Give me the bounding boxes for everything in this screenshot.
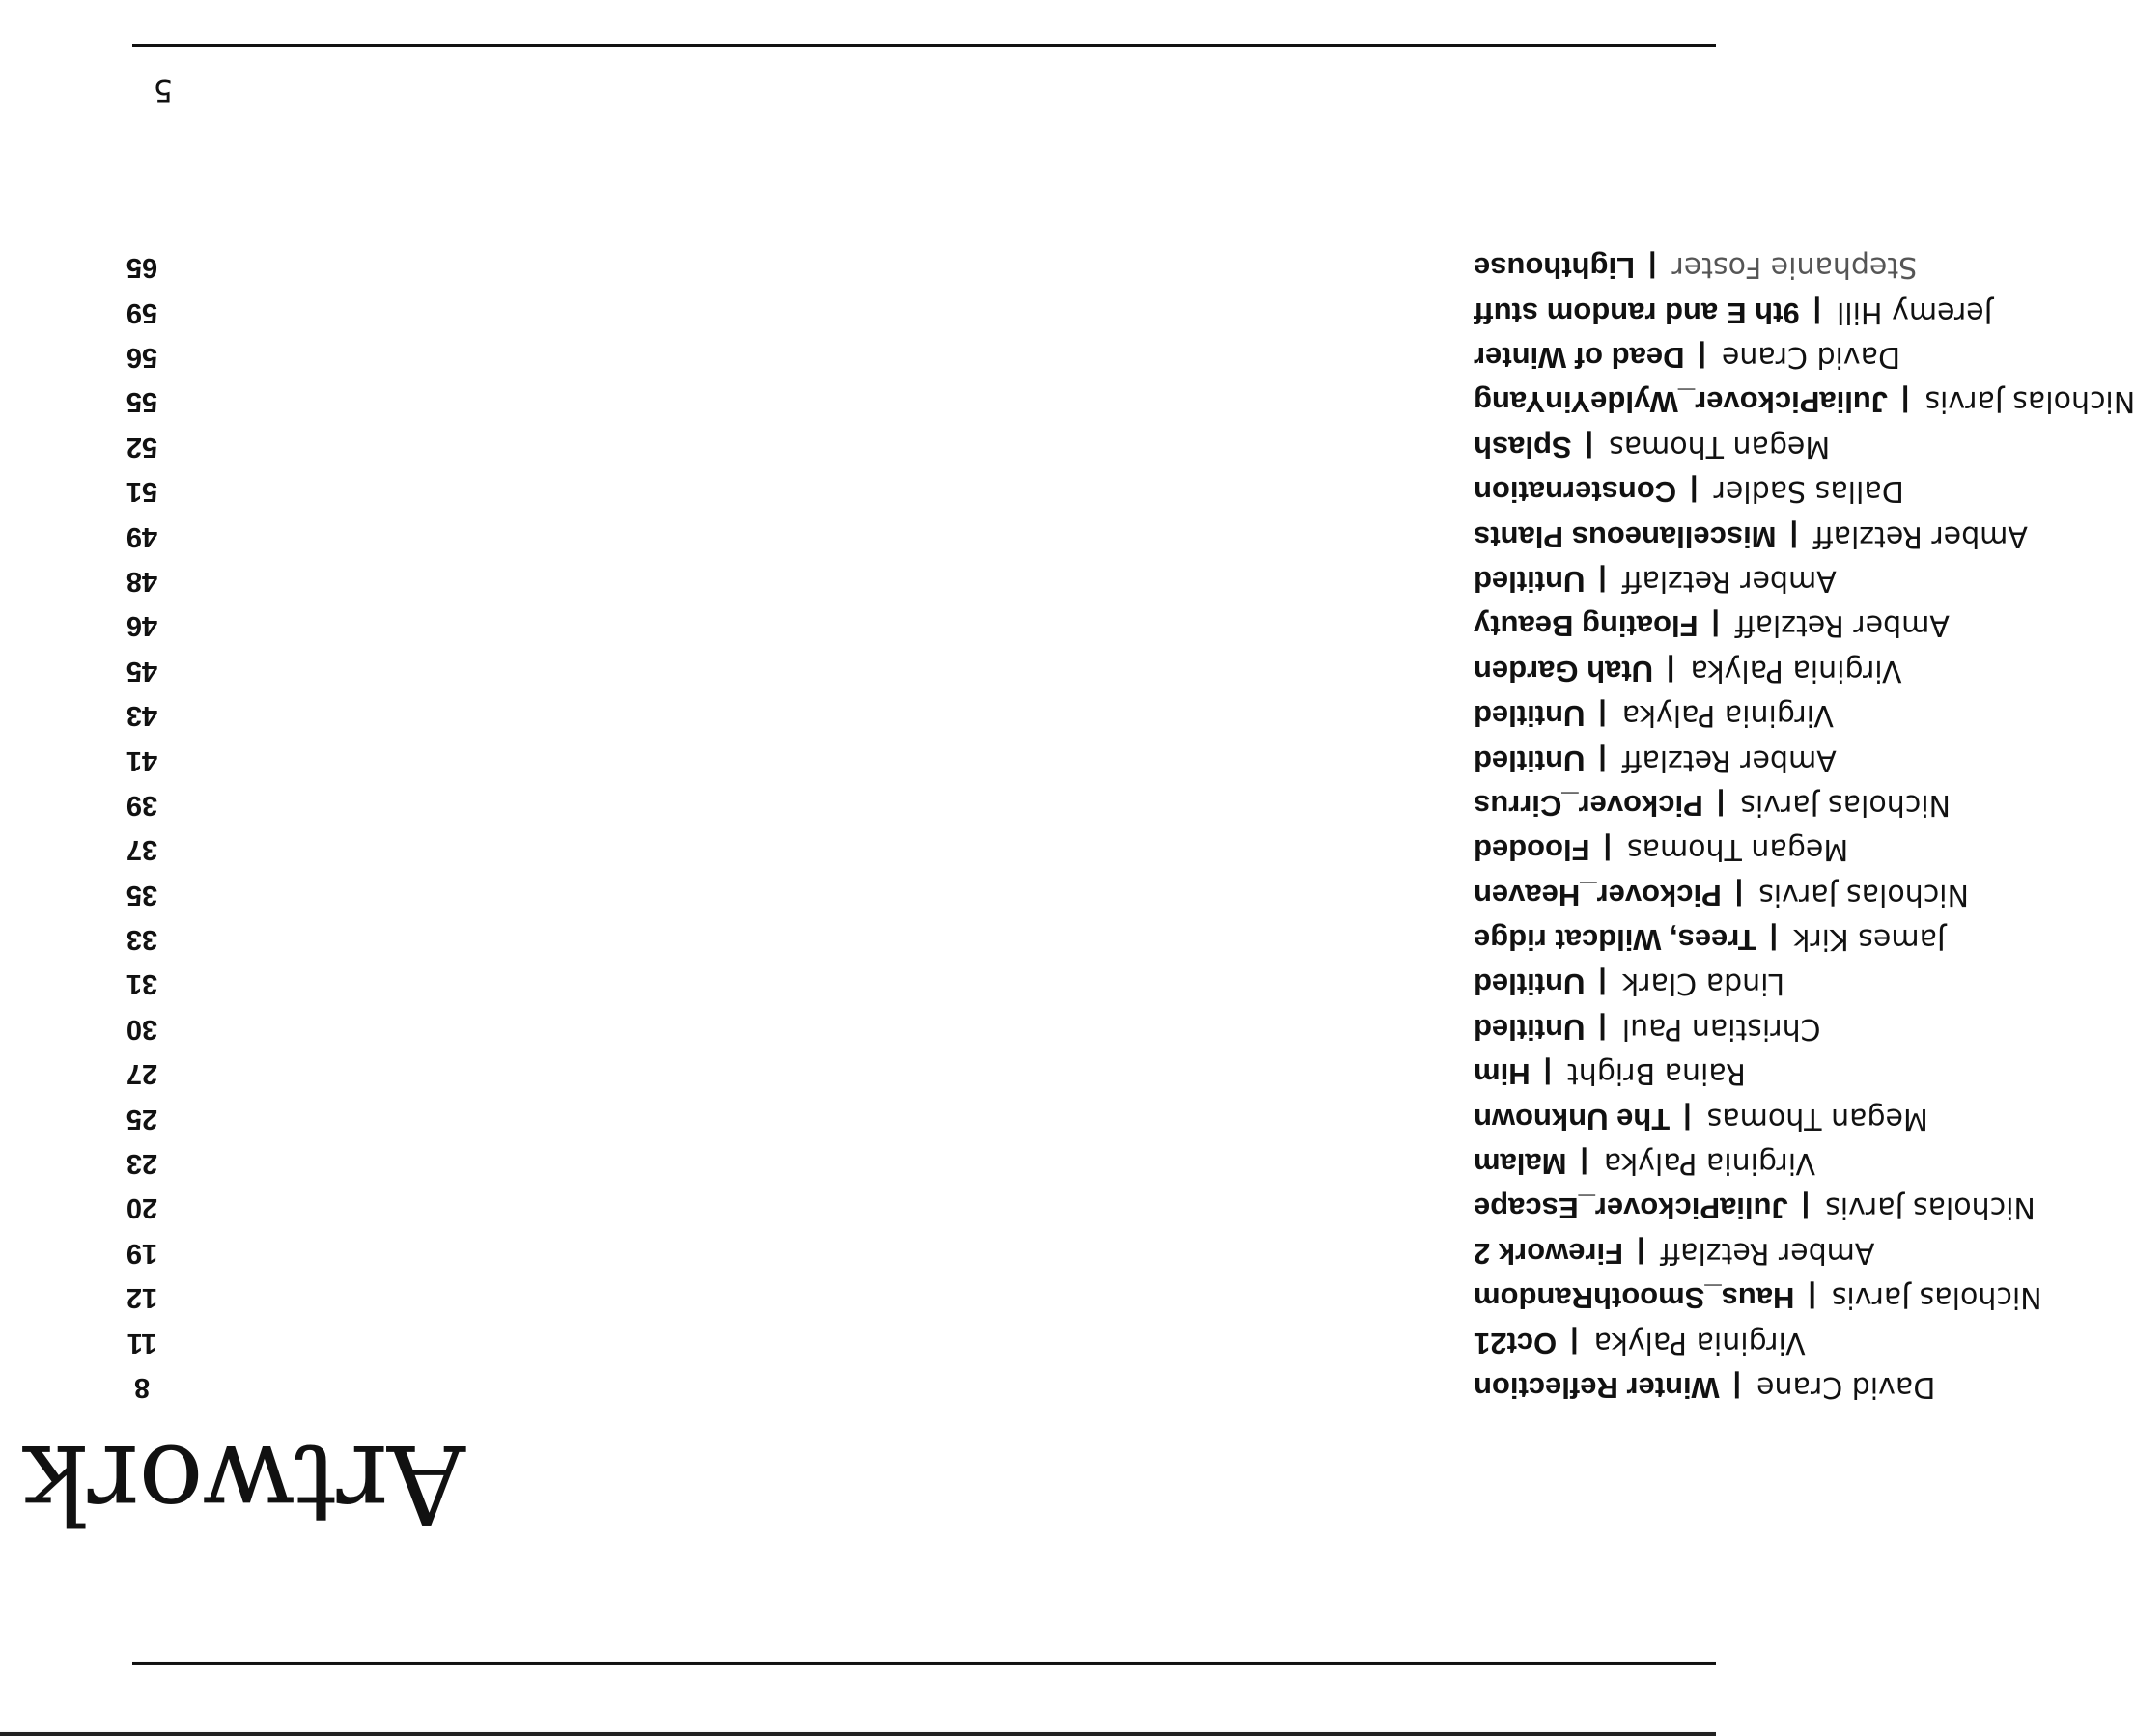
entry-title: The Unknown xyxy=(1474,1102,1671,1136)
entry-title: Untitled xyxy=(1474,564,1586,599)
entry-separator: | xyxy=(1812,295,1821,328)
entry-artist: Megan Thomas xyxy=(1626,832,1849,867)
top-rule xyxy=(132,1662,1716,1665)
entry-text xyxy=(1474,561,1837,601)
list-item xyxy=(0,466,1904,511)
entry-page-number: 55 xyxy=(126,386,158,418)
entry-artist: Nicholas Jarvis xyxy=(1924,384,2135,419)
entry-text xyxy=(1474,1009,1821,1049)
entry-separator: | xyxy=(1683,1102,1692,1134)
entry-title: Floating Beauty xyxy=(1474,609,1699,644)
entry-separator: | xyxy=(1598,743,1607,776)
list-item xyxy=(0,914,1946,959)
entry-text xyxy=(1474,1188,2036,1227)
entry-title: 9th E and random stuff xyxy=(1474,295,1800,330)
entry-artist: Nicholas Jarvis xyxy=(1831,1280,2042,1315)
entry-title: Firework 2 xyxy=(1474,1236,1624,1271)
entry-title: Pickover_Heaven xyxy=(1474,878,1722,912)
list-item xyxy=(0,735,1837,779)
list-item xyxy=(0,1227,1875,1272)
entry-separator: | xyxy=(1711,609,1720,642)
entry-page-number: 19 xyxy=(126,1237,158,1269)
list-item xyxy=(0,780,1952,825)
entry-text xyxy=(1474,247,1917,287)
list-item xyxy=(0,825,1849,869)
entry-page-number: 33 xyxy=(126,924,158,956)
entry-separator: | xyxy=(1598,699,1607,732)
list-item xyxy=(0,377,2135,421)
entry-page-number: 31 xyxy=(126,968,158,1000)
entry-title: Untitled xyxy=(1474,967,1586,1002)
entry-text xyxy=(1474,605,1950,645)
entry-title: Untitled xyxy=(1474,699,1586,734)
entry-text xyxy=(1474,695,1834,735)
entry-artist: Virginia Palyka xyxy=(1690,653,1902,687)
entry-text xyxy=(1474,651,1902,690)
entry-text xyxy=(1474,1323,1806,1362)
entry-text xyxy=(1474,1233,1874,1273)
entry-text xyxy=(1474,875,1969,914)
entry-text xyxy=(1474,741,1837,780)
scan-edge-line xyxy=(0,1732,1716,1736)
entry-artist: Stephanie Foster xyxy=(1671,250,1918,285)
section-heading: Artwork xyxy=(23,1420,465,1546)
entry-artist: Raina Bright xyxy=(1566,1056,1746,1091)
entry-artist: David Crane xyxy=(1756,1370,1936,1404)
list-item xyxy=(0,1003,1821,1048)
entry-artist: Amber Retzlaff xyxy=(1660,1235,1875,1270)
entry-title: Miscellaneous Plants xyxy=(1474,519,1777,554)
entry-text xyxy=(1474,1099,1928,1138)
entry-page-number: 30 xyxy=(126,1013,158,1045)
entry-title: Trees, Wildcat ridge xyxy=(1474,923,1756,958)
entry-page-number: 27 xyxy=(126,1058,158,1090)
page-number: 5 xyxy=(153,72,173,109)
entry-artist: James Kirk xyxy=(1793,922,1946,957)
entry-artist: Nicholas Jarvis xyxy=(1825,1190,2036,1225)
entry-artist: Virginia Palyka xyxy=(1621,698,1834,733)
list-item xyxy=(0,869,1969,913)
entry-text xyxy=(1474,919,1946,959)
entry-separator: | xyxy=(1580,1147,1588,1180)
entry-text xyxy=(1474,381,2135,421)
list-item xyxy=(0,1049,1746,1093)
list-item xyxy=(0,332,1901,377)
entry-artist: Megan Thomas xyxy=(1706,1101,1928,1135)
list-item xyxy=(0,1093,1928,1137)
entry-artist: Jeremy Hill xyxy=(1836,294,1993,329)
entry-text xyxy=(1474,785,1951,825)
entry-text xyxy=(1474,1367,1935,1407)
entry-separator: | xyxy=(1598,967,1607,1000)
entry-artist: David Crane xyxy=(1721,340,1901,375)
list-item xyxy=(0,1138,1815,1183)
bottom-rule xyxy=(132,44,1716,47)
entry-page-number: 37 xyxy=(126,834,158,866)
entry-artist: Virginia Palyka xyxy=(1603,1146,1815,1181)
entry-separator: | xyxy=(1637,1236,1645,1269)
entry-separator: | xyxy=(1648,251,1657,284)
entry-artist: Linda Clark xyxy=(1621,966,1785,1001)
entry-page-number: 23 xyxy=(126,1148,158,1180)
list-item xyxy=(0,1273,2042,1317)
entry-separator: | xyxy=(1598,1012,1607,1045)
entry-title: Winter Reflection xyxy=(1474,1371,1720,1405)
entry-title: Haus_SmoothRandom xyxy=(1474,1281,1795,1316)
entry-artist: Christian Paul xyxy=(1621,1011,1821,1046)
list-item xyxy=(0,511,2028,555)
entry-artist: Dallas Sadler xyxy=(1713,474,1904,509)
entry-page-number: 52 xyxy=(126,431,158,462)
entry-title: Pickover_Cirrus xyxy=(1474,788,1703,823)
entry-separator: | xyxy=(1769,923,1778,956)
entry-separator: | xyxy=(1808,1281,1816,1314)
entry-separator: | xyxy=(1585,430,1594,462)
artwork-list xyxy=(0,242,2135,1407)
list-item xyxy=(0,556,1837,601)
entry-separator: | xyxy=(1690,475,1699,508)
entry-artist: Nicholas Jarvis xyxy=(1758,877,1969,911)
list-item xyxy=(0,287,1993,331)
list-item xyxy=(0,690,1834,735)
entry-separator: | xyxy=(1543,1057,1552,1090)
entry-page-number: 46 xyxy=(126,610,158,642)
entry-separator: | xyxy=(1598,564,1607,597)
entry-text xyxy=(1474,1277,2042,1317)
entry-text xyxy=(1474,471,1904,511)
entry-title: Oct21 xyxy=(1474,1326,1558,1360)
entry-separator: | xyxy=(1901,385,1910,418)
entry-text xyxy=(1474,427,1830,466)
entry-separator: | xyxy=(1789,519,1798,552)
entry-page-number: 11 xyxy=(126,1327,157,1358)
entry-page-number: 41 xyxy=(126,744,158,776)
entry-text xyxy=(1474,293,1993,332)
entry-title: JuliaPickover_WyldeYinYang xyxy=(1474,385,1889,420)
list-item xyxy=(0,959,1785,1003)
list-item xyxy=(0,645,1902,689)
list-item xyxy=(0,1317,1806,1361)
entry-separator: | xyxy=(1716,788,1726,821)
entry-page-number: 43 xyxy=(126,700,158,732)
entry-page-number: 45 xyxy=(126,655,158,686)
entry-page-number: 20 xyxy=(126,1192,158,1224)
entry-page-number: 8 xyxy=(133,1372,151,1403)
entry-separator: | xyxy=(1698,341,1706,374)
entry-artist: Virginia Palyka xyxy=(1593,1325,1806,1359)
entry-separator: | xyxy=(1603,833,1612,866)
entry-page-number: 65 xyxy=(126,252,158,284)
entry-artist: Megan Thomas xyxy=(1609,429,1831,463)
entry-text xyxy=(1474,829,1848,869)
entry-text xyxy=(1474,1053,1746,1093)
entry-text xyxy=(1474,1143,1815,1183)
entry-artist: Amber Retzlaff xyxy=(1621,742,1837,777)
entry-text xyxy=(1474,964,1784,1003)
entry-separator: | xyxy=(1801,1191,1811,1224)
entry-title: Splash xyxy=(1474,430,1572,464)
entry-title: Flooded xyxy=(1474,833,1590,868)
entry-page-number: 49 xyxy=(126,520,158,552)
entry-artist: Amber Retzlaff xyxy=(1812,518,2028,553)
entry-title: Dead of Winter xyxy=(1474,341,1685,376)
entry-separator: | xyxy=(1732,1371,1742,1403)
entry-page-number: 59 xyxy=(126,296,158,328)
entry-title: Untitled xyxy=(1474,1012,1586,1047)
list-item xyxy=(0,421,1831,465)
entry-title: Malam xyxy=(1474,1147,1567,1182)
list-item xyxy=(0,242,1918,287)
entry-page-number: 39 xyxy=(126,789,158,821)
entry-page-number: 51 xyxy=(126,476,158,508)
entry-page-number: 12 xyxy=(126,1282,158,1314)
entry-page-number: 25 xyxy=(126,1103,158,1134)
entry-separator: | xyxy=(1570,1326,1579,1358)
entry-title: Consternation xyxy=(1474,475,1677,510)
entry-title: Utah Garden xyxy=(1474,654,1654,688)
entry-title: Lighthouse xyxy=(1474,251,1636,286)
entry-title: Him xyxy=(1474,1057,1531,1092)
entry-page-number: 48 xyxy=(126,565,158,597)
entry-artist: Nicholas Jarvis xyxy=(1740,787,1952,822)
list-item xyxy=(0,1183,2036,1227)
entry-title: JuliaPickover_Escape xyxy=(1474,1191,1788,1226)
entry-separator: | xyxy=(1734,878,1744,910)
entry-title: Untitled xyxy=(1474,743,1586,778)
entry-separator: | xyxy=(1667,654,1675,686)
entry-artist: Amber Retzlaff xyxy=(1734,608,1950,643)
list-item xyxy=(0,601,1950,645)
entry-page-number: 35 xyxy=(126,879,158,910)
entry-artist: Amber Retzlaff xyxy=(1621,563,1837,598)
entry-page-number: 56 xyxy=(126,342,158,374)
entry-text xyxy=(1474,337,1900,377)
entry-text xyxy=(1474,517,2028,556)
list-item xyxy=(0,1362,1936,1407)
